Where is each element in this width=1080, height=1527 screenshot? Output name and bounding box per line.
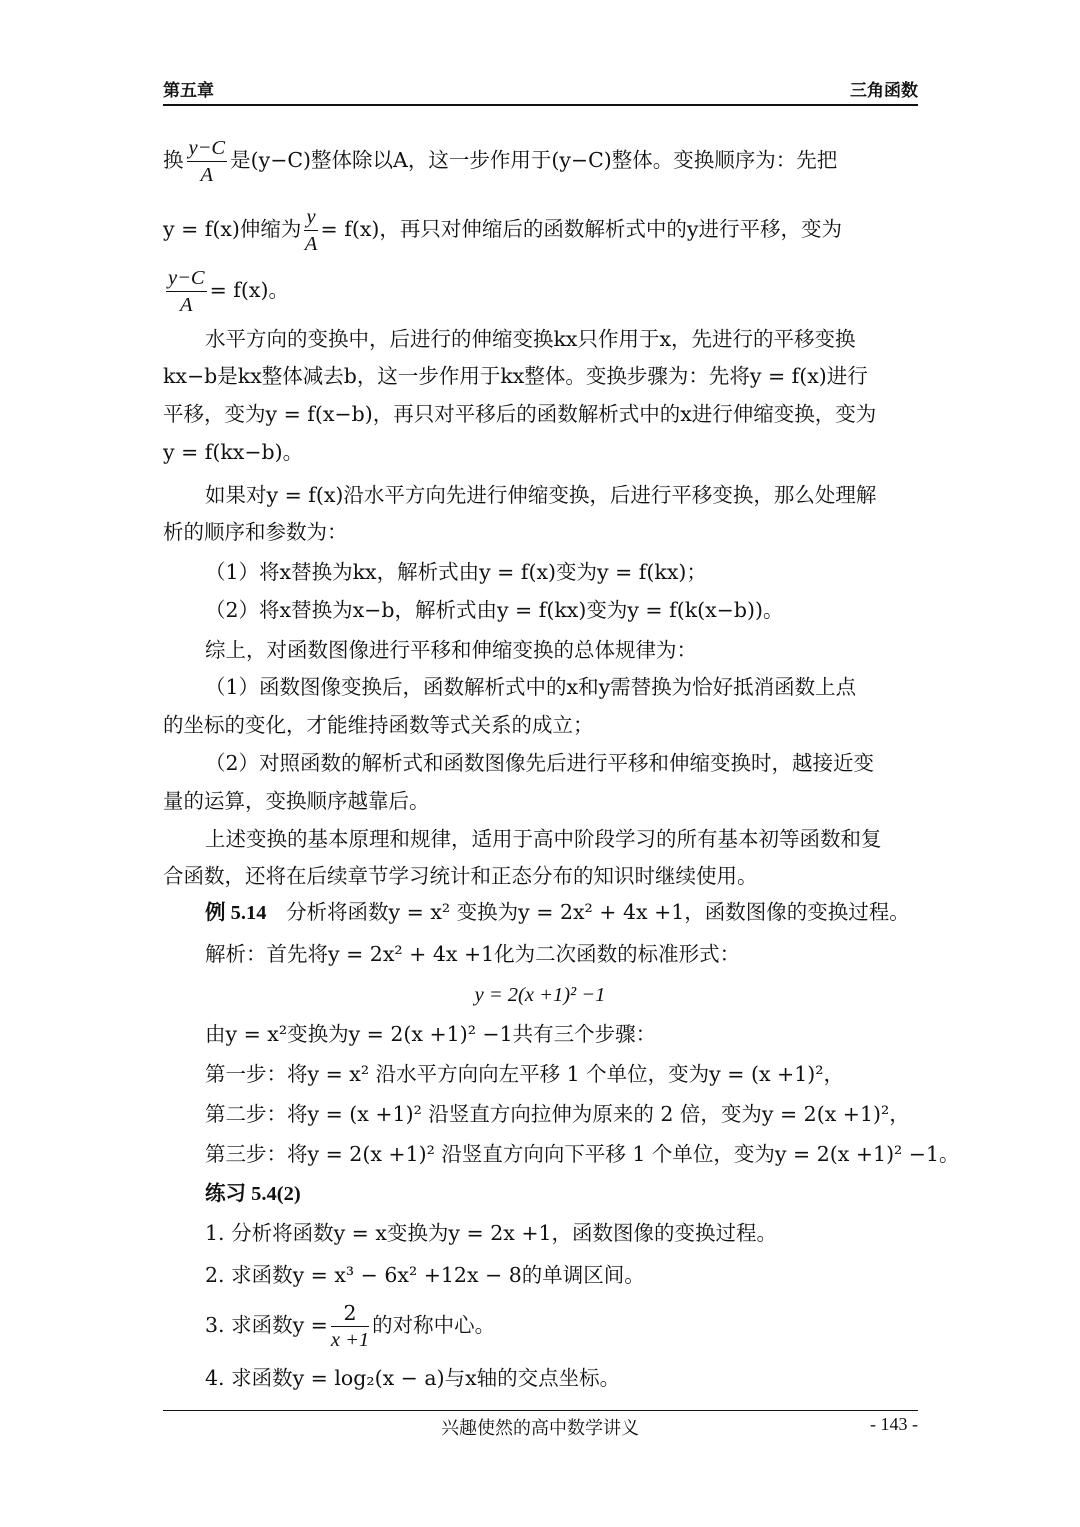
fraction-numerator: 2 [331, 1300, 369, 1327]
fraction [187, 135, 228, 188]
text-line: 第二步：将y = (x +1)² 沿竖直方向拉伸为原来的 2 倍，变为y = 2(x +1)²， [205, 1102, 910, 1126]
text-line: （2）对照函数的解析式和函数图像先后进行平移和伸缩变换时，越接近变 [205, 751, 875, 775]
chapter-label: 第五章 [163, 81, 214, 101]
text-line: 量的运算，变换顺序越靠后。 [163, 789, 430, 813]
text-line: kx−b是kx整体减去b，这一步作用于kx整体。变换步骤为：先将y = f(x)进行 [163, 364, 868, 388]
fraction-numerator: y [304, 204, 317, 231]
fraction-denominator: A [200, 164, 214, 186]
text-span: = f(x)。 [209, 278, 289, 302]
fraction [304, 204, 317, 257]
fraction-denominator: x +1 [330, 1329, 370, 1351]
fraction-numerator: y−C [187, 135, 228, 162]
text-span: 3. 求函数y = [205, 1313, 328, 1337]
text-line: 第一步：将y = x² 沿水平方向向左平移 1 个单位，变为y = (x +1)²， [205, 1062, 844, 1086]
text-line: 由y = x²变换为y = 2(x +1)² −1共有三个步骤： [205, 1022, 657, 1046]
example-text: 分析将函数y = x² 变换为y = 2x² + 4x +1，函数图像的变换过程。 [286, 900, 910, 924]
text-line: 的坐标的变化，才能维持函数等式关系的成立； [163, 713, 594, 737]
exercise-item: 4. 求函数y = log₂(x − a)与x轴的交点坐标。 [205, 1366, 621, 1390]
text-line: 合函数，还将在后续章节学习统计和正态分布的知识时继续使用。 [163, 864, 758, 888]
example-line [205, 898, 965, 927]
text-span: = f(x)，再只对伸缩后的函数解析式中的y进行平移，变为 [320, 217, 842, 241]
text-line: 析的顺序和参数为： [163, 520, 348, 544]
footer-rule [163, 1410, 918, 1411]
exercise-item: 2. 求函数y = x³ − 6x² +12x − 8的单调区间。 [205, 1263, 645, 1287]
text-line [163, 135, 923, 188]
text-line: 平移，变为y = f(x−b)，再只对平移后的函数解析式中的x进行伸缩变换，变为 [163, 402, 877, 426]
text-line: y = f(kx−b)。 [163, 440, 304, 464]
page-number: - 143 - [870, 1414, 918, 1434]
text-line [163, 204, 923, 257]
fraction [331, 1300, 369, 1353]
exercise-item: 1. 分析将函数y = x变换为y = 2x +1，函数图像的变换过程。 [205, 1221, 778, 1245]
fraction-numerator: y−C [166, 265, 207, 292]
text-line: 第三步：将y = 2(x +1)² 沿竖直方向向下平移 1 个单位，变为y = 2(x +1)² −1。 [205, 1142, 960, 1166]
fraction-denominator: A [180, 294, 193, 316]
text-line: （2）将x替换为x−b，解析式由y = f(kx)变为y = f(k(x−b))。 [205, 598, 784, 622]
text-span: 是(y−C)整体除以A，这一步作用于(y−C)整体。变换顺序为：先把 [230, 148, 838, 172]
text-line: （1）函数图像变换后，函数解析式中的x和y需替换为恰好抵消函数上点 [205, 675, 857, 699]
centered-equation: y = 2(x +1)² −1 [474, 984, 606, 1006]
text-span: 的对称中心。 [372, 1313, 496, 1337]
chapter-title: 三角函数 [850, 81, 918, 101]
text-line: 如果对y = f(x)沿水平方向先进行伸缩变换，后进行平移变换，那么处理解 [205, 483, 877, 507]
text-line [163, 265, 923, 318]
text-line: 解析：首先将y = 2x² + 4x +1化为二次函数的标准形式： [205, 942, 741, 966]
page-header [163, 76, 918, 106]
fraction-denominator: A [304, 233, 318, 255]
text-line: 上述变换的基本原理和规律，适用于高中阶段学习的所有基本初等函数和复 [205, 827, 882, 851]
text-line: 综上，对函数图像进行平移和伸缩变换的总体规律为： [205, 638, 697, 662]
example-label: 例 5.14 [205, 902, 267, 924]
footer-book-title: 兴趣使然的高中数学讲义 [441, 1418, 639, 1439]
exercise-item [205, 1300, 965, 1353]
text-line: （1）将x替换为kx，解析式由y = f(x)变为y = f(kx)； [205, 560, 707, 584]
text-span: y = f(x)伸缩为 [163, 217, 302, 241]
text-span: 换 [163, 148, 184, 172]
text-line: 水平方向的变换中，后进行的伸缩变换kx只作用于x，先进行的平移变换 [205, 327, 856, 351]
exercise-heading: 练习 5.4(2) [205, 1183, 301, 1205]
fraction [166, 265, 207, 318]
